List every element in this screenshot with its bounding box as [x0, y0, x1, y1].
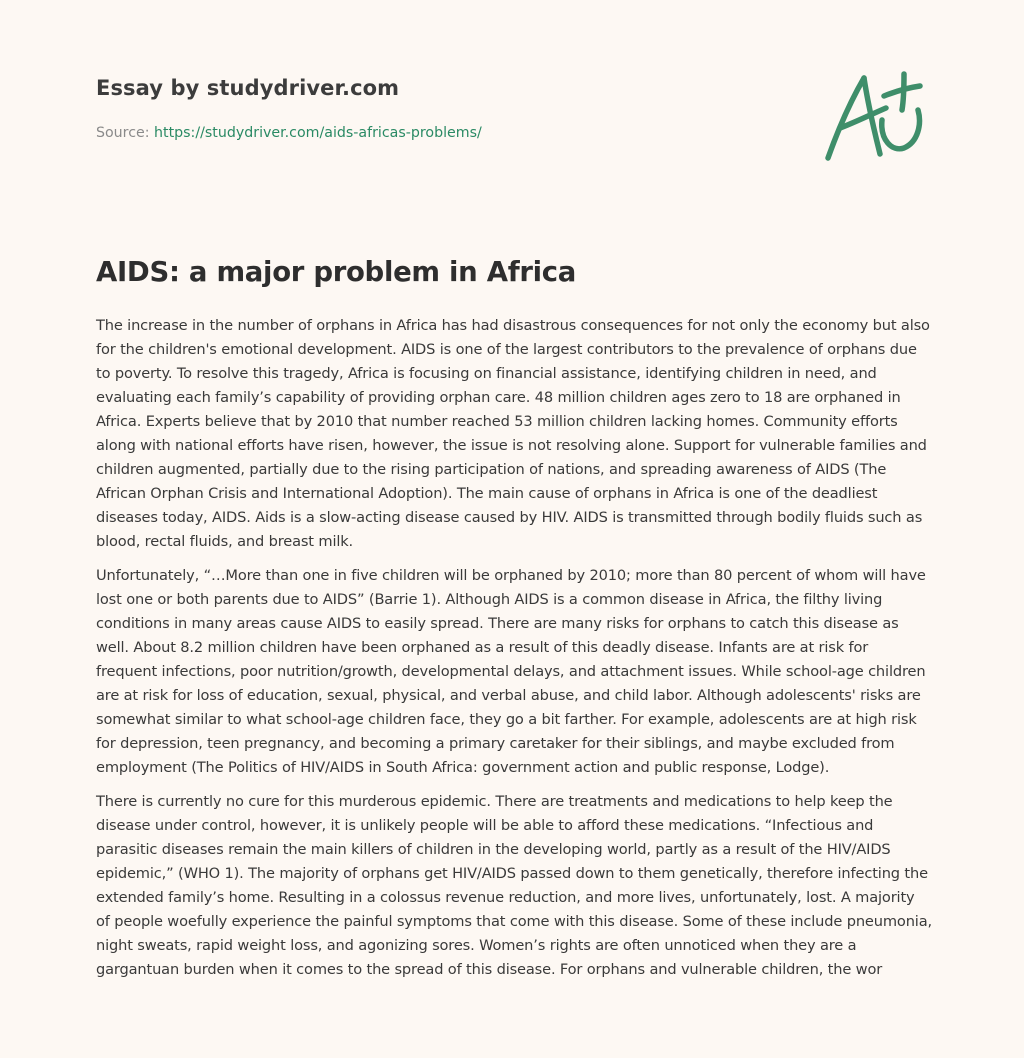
page-header: [96, 76, 796, 141]
source-label: Source:: [96, 125, 155, 141]
a-plus-logo-icon: [822, 68, 928, 164]
source-line: [96, 125, 796, 141]
site-title: Essay by studydriver.com: [96, 76, 400, 100]
source-link[interactable]: https://studydriver.com/aids-africas-problems/: [154, 125, 482, 141]
paragraph: There is currently no cure for this murderous epidemic. There are treatments and medications to help keep the disease under control, however, it is unlikely people will be able to afford these medications. “Infectious and parasitic diseases remain the main killers of children in the developing world, partly as a result of the HIV/AIDS epidemic,” (WHO 1). The majority of orphans get HIV/AIDS passed down to them genetically, therefore infecting the extended family’s home. Resulting in a colossus revenue reduction, and more lives, unfortunately, lost. A majority of people woefully experience the painful symptoms that come with this disease. Some of these include pneumonia, night sweats, rapid weight loss, and agonizing sores. Women’s rights are often unnoticed when they are a gargantuan burden when it comes to the spread of this disease. For orphans and vulnerable children, the wor: [96, 793, 932, 978]
article-title: AIDS: a major problem in Africa: [96, 256, 577, 288]
a-plus-logo-graphic: [822, 68, 928, 164]
article-body: [96, 314, 932, 992]
paragraph: Unfortunately, “…More than one in five children will be orphaned by 2010; more than 80 percent of whom will have lost one or both parents due to AIDS” (Barrie 1). Although AIDS is a common disease in Africa, the filthy living conditions in many areas cause AIDS to easily spread. There are many risks for orphans to catch this disease as well. About 8.2 million children have been orphaned as a result of this deadly disease. Infants are at risk for frequent infections, poor nutrition/growth, developmental delays, and attachment issues. While school-age children are at risk for loss of education, sexual, physical, and verbal abuse, and child labor. Although adolescents' risks are somewhat similar to what school-age children face, they go a bit farther. For example, adolescents are at high risk for depression, teen pregnancy, and becoming a primary caretaker for their siblings, and maybe excluded from employment (The Politics of HIV/AIDS in South Africa: government action and public response, Lodge).: [96, 567, 926, 776]
paragraph: The increase in the number of orphans in Africa has had disastrous consequences for not only the economy but also for the children's emotional development. AIDS is one of the largest contributors to the prevalence of orphans due to poverty. To resolve this tragedy, Africa is focusing on financial assistance, identifying children in need, and evaluating each family’s capability of providing orphan care. 48 million children ages zero to 18 are orphaned in Africa. Experts believe that by 2010 that number reached 53 million children lacking homes. Community efforts along with national efforts have risen, however, the issue is not resolving alone. Support for vulnerable families and children augmented, partially due to the rising participation of nations, and spreading awareness of AIDS (The African Orphan Crisis and International Adoption). The main cause of orphans in Africa is one of the deadliest diseases today, AIDS. Aids is a slow-acting disease caused by HIV. AIDS is transmitted through bodily fluids such as blood, rectal fluids, and breast milk.: [96, 317, 930, 550]
